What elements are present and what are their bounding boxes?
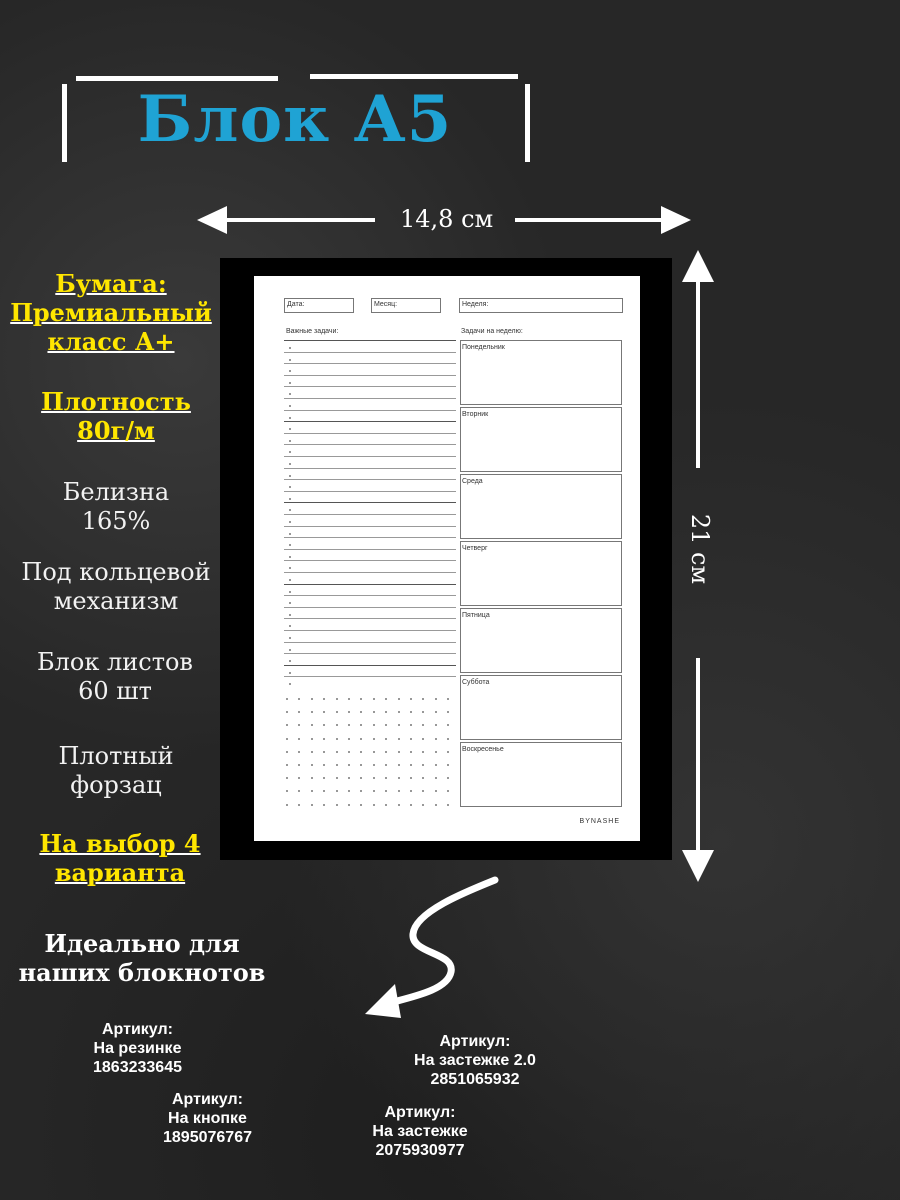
grid-dot xyxy=(298,711,300,713)
article-clasp xyxy=(360,1103,480,1161)
task-line xyxy=(284,584,456,585)
article-name: На резинке xyxy=(93,1040,182,1058)
grid-dot xyxy=(348,804,350,806)
task-line xyxy=(284,352,456,353)
task-bullet xyxy=(289,463,291,465)
task-bullet xyxy=(289,533,291,535)
grid-dot xyxy=(323,764,325,766)
grid-dot xyxy=(336,751,338,753)
grid-dot xyxy=(385,790,387,792)
day-label-saturday: Суббота xyxy=(462,679,490,686)
grid-dot xyxy=(373,711,375,713)
task-bullet xyxy=(289,591,291,593)
grid-dot xyxy=(360,804,362,806)
grid-dot xyxy=(385,711,387,713)
task-line xyxy=(284,375,456,376)
grid-dot xyxy=(447,777,449,779)
grid-dot xyxy=(398,751,400,753)
feature-compatible: Идеально для наших блокнотов xyxy=(18,929,266,987)
task-line xyxy=(284,537,456,538)
grid-dot xyxy=(373,751,375,753)
grid-dot xyxy=(286,698,288,700)
grid-dot xyxy=(298,751,300,753)
article-label: Артикул: xyxy=(102,1021,173,1038)
grid-dot xyxy=(422,711,424,713)
grid-dot xyxy=(348,711,350,713)
task-bullet xyxy=(289,440,291,442)
grid-dot xyxy=(447,711,449,713)
task-bullet xyxy=(289,382,291,384)
grid-dot xyxy=(410,724,412,726)
grid-dot xyxy=(410,790,412,792)
grid-dot xyxy=(385,777,387,779)
task-line xyxy=(284,479,456,480)
grid-dot xyxy=(323,724,325,726)
task-line xyxy=(284,363,456,364)
task-line xyxy=(284,491,456,492)
date-label: Дата: xyxy=(287,301,305,308)
task-line xyxy=(284,572,456,573)
task-line xyxy=(284,630,456,631)
grid-dot xyxy=(286,790,288,792)
task-line xyxy=(284,456,456,457)
task-bullet xyxy=(289,451,291,453)
article-name: На застежке 2.0 xyxy=(414,1052,536,1070)
grid-dot xyxy=(410,698,412,700)
grid-dot xyxy=(398,777,400,779)
grid-dot xyxy=(336,764,338,766)
grid-dot xyxy=(311,698,313,700)
task-line xyxy=(284,444,456,445)
task-line xyxy=(284,642,456,643)
grid-dot xyxy=(360,751,362,753)
grid-dot xyxy=(311,724,313,726)
grid-dot xyxy=(298,804,300,806)
grid-dot xyxy=(298,738,300,740)
feature-whiteness: Белизна 165% xyxy=(62,478,170,535)
grid-dot xyxy=(435,804,437,806)
grid-dot xyxy=(398,698,400,700)
grid-dot xyxy=(348,751,350,753)
article-elastic xyxy=(80,1020,195,1078)
task-line xyxy=(284,386,456,387)
grid-dot xyxy=(435,698,437,700)
grid-dot xyxy=(286,777,288,779)
grid-dot xyxy=(435,764,437,766)
grid-dot xyxy=(348,724,350,726)
task-bullet xyxy=(289,649,291,651)
task-bullet xyxy=(289,544,291,546)
task-bullet xyxy=(289,347,291,349)
day-label-friday: Пятница xyxy=(462,612,490,619)
task-bullet xyxy=(289,579,291,581)
grid-dot xyxy=(410,764,412,766)
grid-dot xyxy=(360,777,362,779)
task-bullet xyxy=(289,660,291,662)
grid-dot xyxy=(286,804,288,806)
article-code: 1895076767 xyxy=(163,1129,252,1147)
grid-dot xyxy=(286,751,288,753)
grid-dot xyxy=(422,790,424,792)
grid-dot xyxy=(336,724,338,726)
task-bullet xyxy=(289,428,291,430)
grid-dot xyxy=(298,724,300,726)
grid-dot xyxy=(336,711,338,713)
grid-dot xyxy=(373,724,375,726)
grid-dot xyxy=(373,804,375,806)
grid-dot xyxy=(398,711,400,713)
grid-dot xyxy=(323,698,325,700)
grid-dot xyxy=(385,738,387,740)
grid-dot xyxy=(360,724,362,726)
week-tasks-label: Задачи на неделю: xyxy=(461,328,523,335)
grid-dot xyxy=(286,738,288,740)
grid-dot xyxy=(410,711,412,713)
grid-dot xyxy=(447,790,449,792)
task-bullet xyxy=(289,567,291,569)
grid-dot xyxy=(410,804,412,806)
task-bullet xyxy=(289,498,291,500)
grid-dot xyxy=(385,698,387,700)
grid-dot xyxy=(360,698,362,700)
day-label-wednesday: Среда xyxy=(462,478,483,485)
day-label-monday: Понедельник xyxy=(462,344,505,351)
grid-dot xyxy=(348,790,350,792)
grid-dot xyxy=(373,790,375,792)
grid-dot xyxy=(360,738,362,740)
task-line xyxy=(284,676,456,677)
grid-dot xyxy=(336,790,338,792)
article-label: Артикул: xyxy=(384,1104,456,1121)
task-line xyxy=(284,560,456,561)
grid-dot xyxy=(435,790,437,792)
grid-dot xyxy=(447,698,449,700)
grid-dot xyxy=(323,711,325,713)
grid-dot xyxy=(422,804,424,806)
grid-dot xyxy=(323,738,325,740)
grid-dot xyxy=(360,790,362,792)
task-bullet xyxy=(289,614,291,616)
grid-dot xyxy=(323,804,325,806)
task-line xyxy=(284,421,456,422)
title-frame-top-right xyxy=(310,74,518,79)
task-bullet xyxy=(289,405,291,407)
grid-dot xyxy=(336,738,338,740)
day-label-tuesday: Вторник xyxy=(462,411,489,418)
grid-dot xyxy=(286,711,288,713)
grid-dot xyxy=(336,804,338,806)
grid-dot xyxy=(323,751,325,753)
feature-density: Плотность 80г/м xyxy=(41,387,191,445)
grid-dot xyxy=(311,751,313,753)
grid-dot xyxy=(373,764,375,766)
grid-dot xyxy=(435,738,437,740)
task-bullet xyxy=(289,521,291,523)
grid-dot xyxy=(422,764,424,766)
grid-dot xyxy=(385,764,387,766)
brand-logo: BYNASHE xyxy=(579,818,620,825)
day-box-wednesday xyxy=(460,474,622,539)
task-bullet xyxy=(289,637,291,639)
grid-dot xyxy=(373,738,375,740)
article-name: На кнопке xyxy=(168,1110,247,1128)
day-label-sunday: Воскресенье xyxy=(462,746,504,753)
grid-dot xyxy=(311,764,313,766)
task-line xyxy=(284,340,456,341)
article-code: 2851065932 xyxy=(430,1071,520,1089)
grid-dot xyxy=(435,777,437,779)
task-bullet xyxy=(289,475,291,477)
planner-page xyxy=(254,276,640,841)
task-line xyxy=(284,618,456,619)
height-label: 21 см xyxy=(686,513,714,585)
task-line xyxy=(284,595,456,596)
task-line xyxy=(284,468,456,469)
task-bullet xyxy=(289,556,291,558)
grid-dot xyxy=(422,751,424,753)
task-line xyxy=(284,607,456,608)
grid-dot xyxy=(360,764,362,766)
task-line xyxy=(284,398,456,399)
article-name: На застежке xyxy=(372,1123,468,1141)
task-line xyxy=(284,665,456,666)
grid-dot xyxy=(323,777,325,779)
grid-dot xyxy=(447,751,449,753)
grid-dot xyxy=(286,724,288,726)
grid-dot xyxy=(435,724,437,726)
grid-dot xyxy=(435,751,437,753)
grid-dot xyxy=(385,804,387,806)
grid-dot xyxy=(311,711,313,713)
grid-dot xyxy=(422,724,424,726)
feature-sheet-count: Блок листов 60 шт xyxy=(37,648,193,705)
task-bullet xyxy=(289,602,291,604)
grid-dot xyxy=(348,738,350,740)
grid-dot xyxy=(311,738,313,740)
grid-dot xyxy=(422,738,424,740)
important-tasks-label: Важные задачи: xyxy=(286,328,339,335)
task-bullet xyxy=(289,625,291,627)
squiggle-arrow-icon xyxy=(355,872,515,1032)
grid-dot xyxy=(360,711,362,713)
task-line xyxy=(284,526,456,527)
week-label: Неделя: xyxy=(462,301,489,308)
grid-dot xyxy=(398,764,400,766)
task-bullet xyxy=(289,509,291,511)
grid-dot xyxy=(348,777,350,779)
grid-dot xyxy=(385,724,387,726)
grid-dot xyxy=(348,764,350,766)
grid-dot xyxy=(298,764,300,766)
article-code: 2075930977 xyxy=(375,1142,465,1160)
grid-dot xyxy=(311,790,313,792)
title-frame-top-left xyxy=(76,76,278,81)
grid-dot xyxy=(311,804,313,806)
article-label: Артикул: xyxy=(439,1033,511,1050)
grid-dot xyxy=(298,777,300,779)
grid-dot xyxy=(398,790,400,792)
grid-dot xyxy=(298,790,300,792)
grid-dot xyxy=(435,711,437,713)
task-bullet xyxy=(289,359,291,361)
article-button xyxy=(150,1090,265,1148)
feature-ring-mechanism: Под кольцевой механизм xyxy=(21,558,211,615)
grid-dot xyxy=(447,804,449,806)
feature-endpaper: Плотный форзац xyxy=(58,742,174,799)
grid-dot xyxy=(336,698,338,700)
grid-dot xyxy=(398,724,400,726)
article-code: 1863233645 xyxy=(93,1059,182,1077)
article-clasp-2 xyxy=(400,1032,550,1090)
grid-dot xyxy=(447,738,449,740)
feature-variants: На выбор 4 варианта xyxy=(39,829,201,887)
task-bullet xyxy=(289,672,291,674)
task-line xyxy=(284,653,456,654)
month-label: Месяц: xyxy=(374,301,398,308)
article-label: Артикул: xyxy=(172,1091,243,1108)
grid-dot xyxy=(298,698,300,700)
grid-dot xyxy=(422,777,424,779)
grid-dot xyxy=(447,764,449,766)
task-line xyxy=(284,514,456,515)
page-title: Блок А5 xyxy=(137,82,453,157)
task-line xyxy=(284,433,456,434)
grid-dot xyxy=(447,724,449,726)
width-label: 14,8 см xyxy=(400,205,494,233)
task-bullet xyxy=(289,486,291,488)
grid-dot xyxy=(398,738,400,740)
grid-dot xyxy=(336,777,338,779)
task-line xyxy=(284,502,456,503)
grid-dot xyxy=(422,698,424,700)
grid-dot xyxy=(373,698,375,700)
task-bullet xyxy=(289,393,291,395)
task-bullet xyxy=(289,683,291,685)
grid-dot xyxy=(286,764,288,766)
task-line xyxy=(284,410,456,411)
grid-dot xyxy=(398,804,400,806)
task-bullet xyxy=(289,417,291,419)
grid-dot xyxy=(373,777,375,779)
grid-dot xyxy=(410,751,412,753)
grid-dot xyxy=(410,738,412,740)
grid-dot xyxy=(323,790,325,792)
task-line xyxy=(284,549,456,550)
task-bullet xyxy=(289,370,291,372)
grid-dot xyxy=(311,777,313,779)
day-label-thursday: Четверг xyxy=(462,545,488,552)
grid-dot xyxy=(385,751,387,753)
feature-paper: Бумага: Премиальный класс А+ xyxy=(10,269,212,356)
grid-dot xyxy=(348,698,350,700)
grid-dot xyxy=(410,777,412,779)
